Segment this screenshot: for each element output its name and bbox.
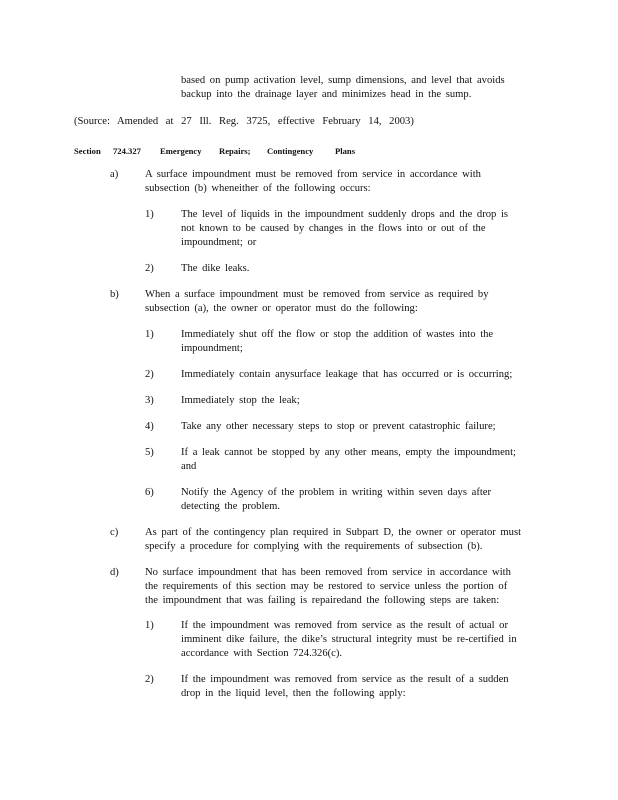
text-line: Immediately stop the leak;	[181, 395, 300, 406]
section-title-word: Plans	[335, 146, 356, 156]
item-label: 5)	[145, 447, 154, 458]
item-label: 1)	[145, 209, 154, 220]
text-line: Notify the Agency of the problem in writing within seven days after	[181, 487, 492, 498]
text-line: subsection (a), the owner or operator must do the following:	[145, 303, 418, 314]
item-label: 1)	[145, 329, 154, 340]
subsection-label-a: a)	[110, 169, 119, 180]
text-line: If a leak cannot be stopped by any other means, empty the impoundment;	[181, 447, 516, 458]
list-item	[181, 673, 509, 701]
text-line: accordance with Section 724.326(c).	[181, 648, 343, 659]
item-label: 1)	[145, 620, 154, 631]
list-item	[181, 368, 512, 382]
list-item	[181, 619, 517, 661]
text-line: drop in the liquid level, then the following apply:	[181, 688, 406, 699]
item-label: 3)	[145, 395, 154, 406]
text-line: A surface impoundment must be removed from service in accordance with	[145, 169, 481, 180]
list-item	[181, 208, 508, 250]
list-item	[181, 262, 249, 276]
subsection-label-b: b)	[110, 289, 119, 300]
item-label: 2)	[145, 674, 154, 685]
item-label: 2)	[145, 369, 154, 380]
subsection-label-d: d)	[110, 567, 119, 578]
list-item	[181, 420, 496, 434]
text-line: detecting the problem.	[181, 501, 281, 512]
text-line: imminent dike failure, the dike’s structural integrity must be re-certified in	[181, 634, 517, 645]
text-line: the requirements of this section may be restored to service unless the portion of	[145, 581, 508, 592]
text-line: based on pump activation level, sump dimensions, and level that avoids	[181, 75, 505, 86]
section-word: Section	[74, 146, 101, 156]
text-line: and	[181, 461, 197, 472]
item-label: 6)	[145, 487, 154, 498]
text-line: backup into the drainage layer and minimizes head in the sump.	[181, 89, 472, 100]
text-line: The dike leaks.	[181, 263, 250, 274]
subsection-d-text	[145, 566, 511, 608]
subsection-a-text	[145, 168, 481, 196]
list-item	[181, 446, 516, 474]
text-line: subsection (b) wheneither of the following occurs:	[145, 183, 371, 194]
text-line: Immediately contain anysurface leakage that has occurred or is occurring;	[181, 369, 513, 380]
text-line: When a surface impoundment must be removed from service as required by	[145, 289, 489, 300]
list-item	[181, 328, 493, 356]
subsection-c-text	[145, 526, 521, 554]
subsection-label-c: c)	[110, 527, 119, 538]
text-line: If the impoundment was removed from service as the result of actual or	[181, 620, 508, 631]
intro-paragraph	[181, 74, 505, 102]
text-line: impoundment;	[181, 343, 243, 354]
list-item	[181, 394, 300, 408]
text-line: specify a procedure for complying with the requirements of subsection (b).	[145, 541, 483, 552]
section-title-word: Contingency	[267, 146, 314, 156]
section-number: 724.327	[113, 146, 141, 156]
item-label: 4)	[145, 421, 154, 432]
text-line: Immediately shut off the flow or stop the addition of wastes into the	[181, 329, 494, 340]
text-line: As part of the contingency plan required in Subpart D, the owner or operator must	[145, 527, 522, 538]
subsection-b-text	[145, 288, 489, 316]
text-line: not known to be caused by changes in the flows into or out of the	[181, 223, 486, 234]
list-item	[181, 486, 491, 514]
source-note: (Source: Amended at 27 Ill. Reg. 3725, effective February 14, 2003)	[74, 116, 414, 127]
item-label: 2)	[145, 263, 154, 274]
section-title-word: Repairs;	[219, 146, 251, 156]
text-line: impoundment; or	[181, 237, 257, 248]
text-line: Take any other necessary steps to stop or prevent catastrophic failure;	[181, 421, 496, 432]
text-line: No surface impoundment that has been removed from service in accordance with	[145, 567, 511, 578]
text-line: If the impoundment was removed from service as the result of a sudden	[181, 674, 509, 685]
text-line: the impoundment that was failing is repairedand the following steps are taken:	[145, 595, 500, 606]
text-line: The level of liquids in the impoundment suddenly drops and the drop is	[181, 209, 509, 220]
section-title-word: Emergency	[160, 146, 202, 156]
